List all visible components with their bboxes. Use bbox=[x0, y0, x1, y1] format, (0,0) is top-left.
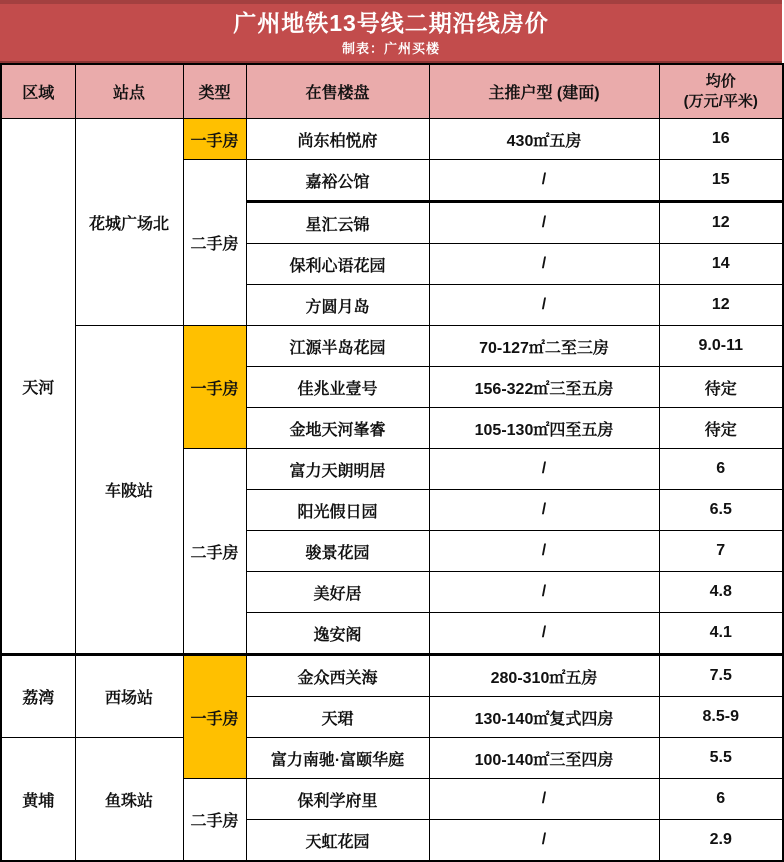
region-cell-tianhe: 天河 bbox=[1, 119, 75, 655]
title-banner bbox=[0, 0, 782, 63]
table-row bbox=[1, 119, 783, 160]
project-cell: 富力南驰·富颐华庭 bbox=[246, 738, 429, 779]
type-cell-new-2: 一手房 bbox=[183, 326, 246, 449]
type-cell-second-1: 二手房 bbox=[183, 160, 246, 326]
price-cell: 15 bbox=[659, 160, 783, 202]
layout-cell: / bbox=[429, 285, 659, 326]
col-header-station: 站点 bbox=[75, 64, 183, 119]
type-cell-new-3: 一手房 bbox=[183, 655, 246, 779]
layout-cell: / bbox=[429, 820, 659, 862]
station-cell-chebei: 车陂站 bbox=[75, 326, 183, 655]
price-header-line2: (万元/平米) bbox=[683, 92, 758, 110]
project-cell: 方圆月岛 bbox=[246, 285, 429, 326]
col-header-project: 在售楼盘 bbox=[246, 64, 429, 119]
price-cell: 6 bbox=[659, 779, 783, 820]
project-cell: 富力天朗明居 bbox=[246, 449, 429, 490]
price-cell: 2.9 bbox=[659, 820, 783, 862]
price-cell: 待定 bbox=[659, 408, 783, 449]
station-cell-huachengguangchangbei: 花城广场北 bbox=[75, 119, 183, 326]
price-header-line1: 均价 bbox=[705, 72, 736, 90]
type-cell-second-3: 二手房 bbox=[183, 779, 246, 862]
layout-cell: / bbox=[429, 531, 659, 572]
layout-cell: / bbox=[429, 779, 659, 820]
header-row bbox=[1, 64, 783, 119]
price-cell: 16 bbox=[659, 119, 783, 160]
project-cell: 金地天河峯睿 bbox=[246, 408, 429, 449]
price-cell: 4.1 bbox=[659, 613, 783, 655]
project-cell: 逸安阁 bbox=[246, 613, 429, 655]
col-header-type: 类型 bbox=[183, 64, 246, 119]
region-cell-huangpu: 黄埔 bbox=[1, 738, 75, 862]
table-row bbox=[1, 655, 783, 697]
project-cell: 金众西关海 bbox=[246, 655, 429, 697]
layout-cell: 156-322㎡三至五房 bbox=[429, 367, 659, 408]
project-cell: 佳兆业壹号 bbox=[246, 367, 429, 408]
station-cell-xichang: 西场站 bbox=[75, 655, 183, 738]
layout-cell: / bbox=[429, 202, 659, 244]
price-cell: 待定 bbox=[659, 367, 783, 408]
project-cell: 天虹花园 bbox=[246, 820, 429, 862]
price-cell: 6 bbox=[659, 449, 783, 490]
project-cell: 保利学府里 bbox=[246, 779, 429, 820]
layout-cell: 130-140㎡复式四房 bbox=[429, 697, 659, 738]
project-cell: 尚东柏悦府 bbox=[246, 119, 429, 160]
table-row bbox=[1, 326, 783, 367]
layout-cell: 70-127㎡二至三房 bbox=[429, 326, 659, 367]
layout-cell: / bbox=[429, 244, 659, 285]
project-cell: 阳光假日园 bbox=[246, 490, 429, 531]
price-table bbox=[0, 63, 784, 862]
project-cell: 美好居 bbox=[246, 572, 429, 613]
layout-cell: / bbox=[429, 572, 659, 613]
table-title: 广州地铁13号线二期沿线房价 bbox=[233, 10, 549, 36]
type-cell-new-1: 一手房 bbox=[183, 119, 246, 160]
project-cell: 骏景花园 bbox=[246, 531, 429, 572]
region-cell-liwan: 荔湾 bbox=[1, 655, 75, 738]
project-cell: 嘉裕公馆 bbox=[246, 160, 429, 202]
layout-cell: 430㎡五房 bbox=[429, 119, 659, 160]
layout-cell: 280-310㎡五房 bbox=[429, 655, 659, 697]
layout-cell: 105-130㎡四至五房 bbox=[429, 408, 659, 449]
price-cell: 7 bbox=[659, 531, 783, 572]
project-cell: 天珺 bbox=[246, 697, 429, 738]
col-header-layout: 主推户型 (建面) bbox=[429, 64, 659, 119]
type-cell-second-2: 二手房 bbox=[183, 449, 246, 655]
price-cell: 4.8 bbox=[659, 572, 783, 613]
layout-cell: / bbox=[429, 160, 659, 202]
price-cell: 14 bbox=[659, 244, 783, 285]
project-cell: 江源半岛花园 bbox=[246, 326, 429, 367]
price-cell: 12 bbox=[659, 285, 783, 326]
col-header-region: 区域 bbox=[1, 64, 75, 119]
price-cell: 12 bbox=[659, 202, 783, 244]
layout-cell: / bbox=[429, 490, 659, 531]
price-cell: 7.5 bbox=[659, 655, 783, 697]
layout-cell: / bbox=[429, 613, 659, 655]
price-cell: 6.5 bbox=[659, 490, 783, 531]
project-cell: 保利心语花园 bbox=[246, 244, 429, 285]
project-cell: 星汇云锦 bbox=[246, 202, 429, 244]
col-header-price bbox=[659, 64, 783, 119]
table-row bbox=[1, 738, 783, 779]
price-cell: 9.0-11 bbox=[659, 326, 783, 367]
price-cell: 5.5 bbox=[659, 738, 783, 779]
price-cell: 8.5-9 bbox=[659, 697, 783, 738]
table-credit: 制表：广州买楼 bbox=[341, 41, 440, 56]
station-cell-yuzhu: 鱼珠站 bbox=[75, 738, 183, 862]
layout-cell: 100-140㎡三至四房 bbox=[429, 738, 659, 779]
layout-cell: / bbox=[429, 449, 659, 490]
